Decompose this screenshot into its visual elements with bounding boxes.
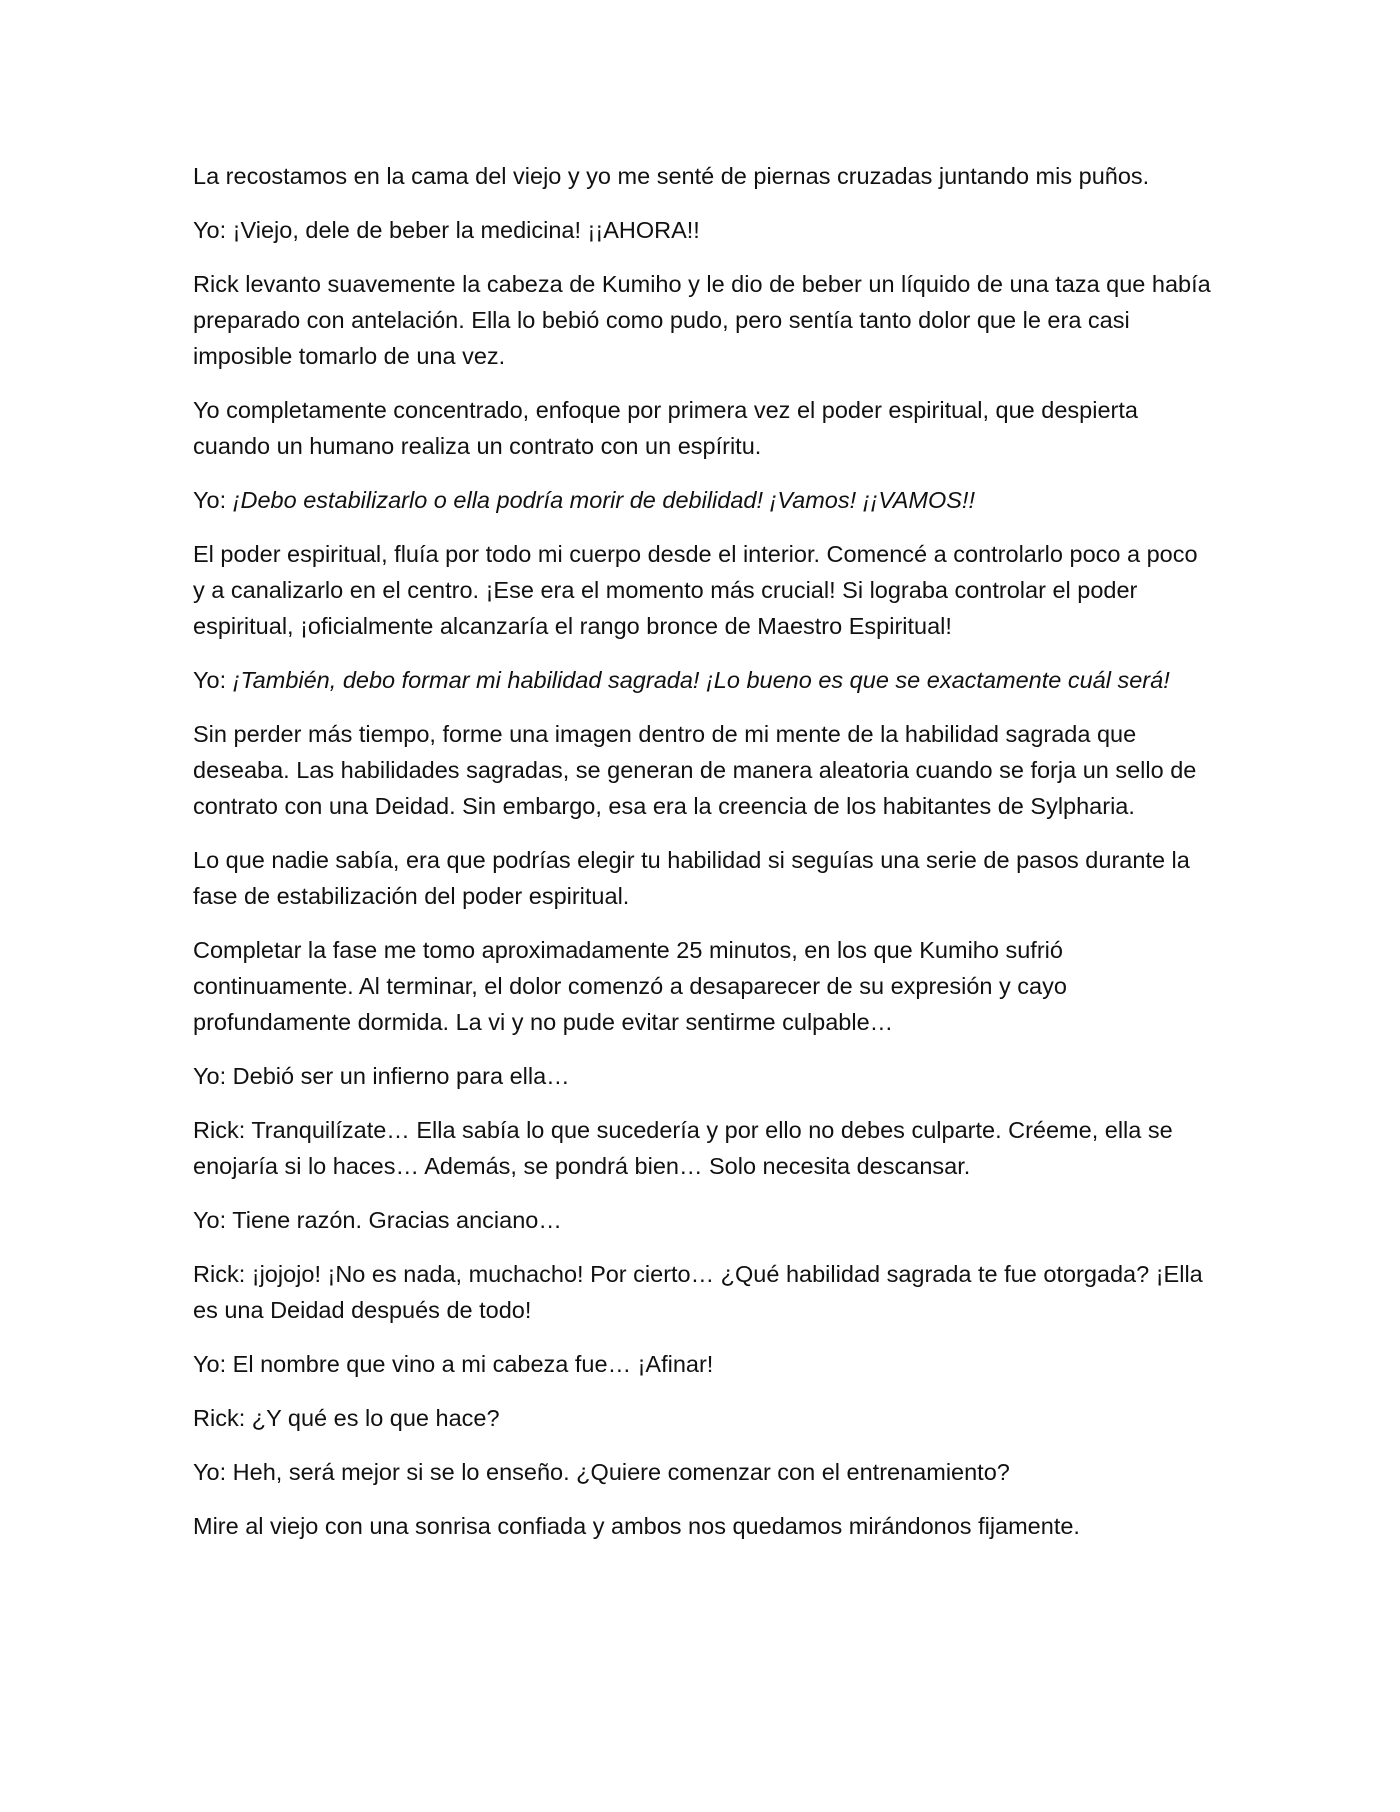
paragraph-2 [193, 212, 1213, 248]
document-body [193, 158, 1213, 1562]
paragraph-6 [193, 536, 1213, 644]
dialogue-text: Heh, será mejor si se lo enseño. ¿Quiere comenzar con el entrenamiento? [232, 1459, 1010, 1485]
paragraph-10 [193, 932, 1213, 1040]
paragraph-text: Lo que nadie sabía, era que podrías elegir tu habilidad si seguías una serie de pasos durante la fase de estabilización del poder espiritual. [193, 847, 1190, 909]
speaker-label: Rick: [193, 1261, 252, 1287]
dialogue-text: ¡jojojo! ¡No es nada, muchacho! Por cierto… ¿Qué habilidad sagrada te fue otorgada? ¡Ella es una Deidad después de todo! [193, 1261, 1203, 1323]
paragraph-4 [193, 392, 1213, 464]
dialogue-text: Debió ser un infierno para ella… [232, 1063, 570, 1089]
paragraph-13 [193, 1202, 1213, 1238]
paragraph-7 [193, 662, 1213, 698]
paragraph-text: Rick levanto suavemente la cabeza de Kumiho y le dio de beber un líquido de una taza que había preparado con antelación. Ella lo bebió como pudo, pero sentía tanto dolor que le era casi imposible tomarlo de una vez. [193, 271, 1211, 369]
paragraph-text: Sin perder más tiempo, forme una imagen dentro de mi mente de la habilidad sagrada que deseaba. Las habilidades sagradas, se generan de manera aleatoria cuando se forja un sello de contrato con una Deidad. Sin embargo, esa era la creencia de los habitantes de Sylpharia. [193, 721, 1197, 819]
paragraph-5 [193, 482, 1213, 518]
speaker-label: Yo: [193, 487, 233, 513]
dialogue-text: Tiene razón. Gracias anciano… [232, 1207, 562, 1233]
paragraph-15 [193, 1346, 1213, 1382]
speaker-label: Yo: [193, 1063, 233, 1089]
dialogue-text: El nombre que vino a mi cabeza fue… ¡Afinar! [232, 1351, 714, 1377]
speaker-label: Yo: [193, 217, 233, 243]
paragraph-17 [193, 1454, 1213, 1490]
paragraph-text: Completar la fase me tomo aproximadamente 25 minutos, en los que Kumiho sufrió continuamente. Al terminar, el dolor comenzó a desaparecer de su expresión y cayo profundamente dormida. La vi y no pude evitar sentirme culpable… [193, 937, 1067, 1035]
paragraph-11 [193, 1058, 1213, 1094]
speaker-label: Yo: [193, 1207, 233, 1233]
thought-text: ¡Debo estabilizarlo o ella podría morir de debilidad! ¡Vamos! ¡¡VAMOS!! [232, 487, 975, 513]
dialogue-text: Tranquilízate… Ella sabía lo que sucedería y por ello no debes culparte. Créeme, ella se enojaría si lo haces… Además, se pondrá bien… Solo necesita descansar. [193, 1117, 1173, 1179]
paragraph-9 [193, 842, 1213, 914]
paragraph-18 [193, 1508, 1213, 1544]
speaker-label: Yo: [193, 1351, 233, 1377]
paragraph-12 [193, 1112, 1213, 1184]
paragraph-text: La recostamos en la cama del viejo y yo me senté de piernas cruzadas juntando mis puños. [193, 163, 1150, 189]
thought-text: ¡También, debo formar mi habilidad sagrada! ¡Lo bueno es que se exactamente cuál será! [232, 667, 1170, 693]
speaker-label: Rick: [193, 1405, 252, 1431]
paragraph-14 [193, 1256, 1213, 1328]
dialogue-text: ¡Viejo, dele de beber la medicina! ¡¡AHORA!! [232, 217, 700, 243]
paragraph-8 [193, 716, 1213, 824]
paragraph-16 [193, 1400, 1213, 1436]
dialogue-text: ¿Y qué es lo que hace? [251, 1405, 500, 1431]
paragraph-text: El poder espiritual, fluía por todo mi cuerpo desde el interior. Comencé a controlarlo poco a poco y a canalizarlo en el centro. ¡Ese era el momento más crucial! Si lograba controlar el poder espiritual, ¡oficialmente alcanzaría el rango bronce de Maestro Espiritual! [193, 541, 1198, 639]
paragraph-text: Yo completamente concentrado, enfoque por primera vez el poder espiritual, que despierta cuando un humano realiza un contrato con un espíritu. [193, 397, 1138, 459]
paragraph-1 [193, 158, 1213, 194]
paragraph-3 [193, 266, 1213, 374]
speaker-label: Rick: [193, 1117, 252, 1143]
speaker-label: Yo: [193, 1459, 233, 1485]
paragraph-text: Mire al viejo con una sonrisa confiada y ambos nos quedamos mirándonos fijamente. [193, 1513, 1080, 1539]
speaker-label: Yo: [193, 667, 233, 693]
